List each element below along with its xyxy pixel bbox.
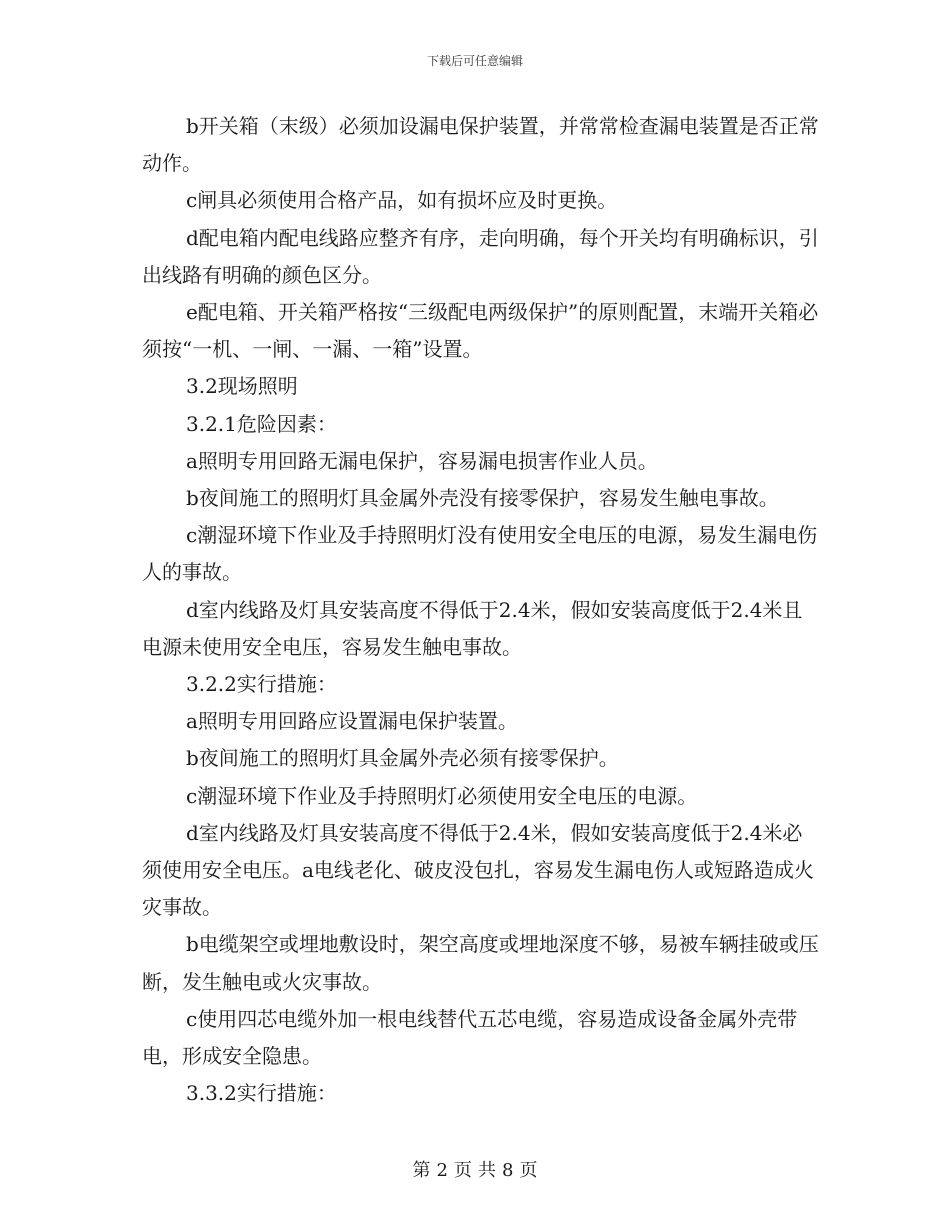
document-body (142, 108, 822, 1112)
subsection-heading: 3.2.2实行措施： (186, 672, 337, 697)
paragraph: c闸具必须使用合格产品，如有损坏应及时更换。 (186, 188, 618, 213)
paragraph: b夜间施工的照明灯具金属外壳必须有接零保护。 (186, 746, 619, 771)
paragraph: c使用四芯电缆外加一根电线替代五芯电缆，容易造成设备金属外壳带电，形成安全隐患。 (142, 1006, 798, 1069)
paragraph: c潮湿环境下作业及手持照明灯必须使用安全电压的电源。 (186, 783, 698, 808)
total-pages-number: 8 (502, 1160, 514, 1181)
paragraph: b电缆架空或埋地敷设时，架空高度或埋地深度不够，易被车辆挂破或压断，发生触电或火灾事故。 (142, 932, 819, 994)
total-unit: 页 (519, 1160, 538, 1181)
paragraph: b夜间施工的照明灯具金属外壳没有接零保护，容易发生触电事故。 (186, 486, 779, 511)
total-label: 共 (478, 1160, 496, 1181)
page-unit: 页 (454, 1160, 472, 1181)
paragraph: e配电箱、开关箱严格按“三级配电两级保护”的原则配置，末端开关箱必须按“一机、一闸、一漏、一箱”设置。 (142, 300, 819, 362)
paragraph: c潮湿环境下作业及手持照明灯没有使用安全电压的电源，易发生漏电伤人的事故。 (142, 523, 818, 585)
section-heading: 3.2现场照明 (186, 374, 298, 399)
paragraph: d室内线路及灯具安装高度不得低于2.4米，假如安装高度低于2.4米必须使用安全电压。a电线老化、破皮没包扎，容易发生漏电伤人或短路造成火灾事故。 (142, 820, 814, 920)
subsection-heading: 3.2.1危险因素： (186, 411, 337, 436)
paragraph: d室内线路及灯具安装高度不得低于2.4米，假如安装高度低于2.4米且电源未使用安全电压，容易发生触电事故。 (142, 597, 803, 659)
page-header: 下载后可任意编辑 (426, 54, 523, 68)
current-page-number: 2 (436, 1160, 448, 1181)
page-footer (0, 1156, 950, 1182)
paragraph: a照明专用回路应设置漏电保护装置。 (186, 709, 518, 734)
subsection-heading: 3.3.2实行措施： (186, 1081, 337, 1106)
paragraph: d配电箱内配电线路应整齐有序，走向明确，每个开关均有明确标识，引出线路有明确的颜色区分。 (142, 225, 819, 287)
page-label-prefix: 第 (412, 1160, 431, 1181)
paragraph: a照明专用回路无漏电保护，容易漏电损害作业人员。 (186, 448, 658, 473)
paragraph: b开关箱（末级）必须加设漏电保护装置，并常常检查漏电装置是否正常动作。 (142, 114, 819, 176)
